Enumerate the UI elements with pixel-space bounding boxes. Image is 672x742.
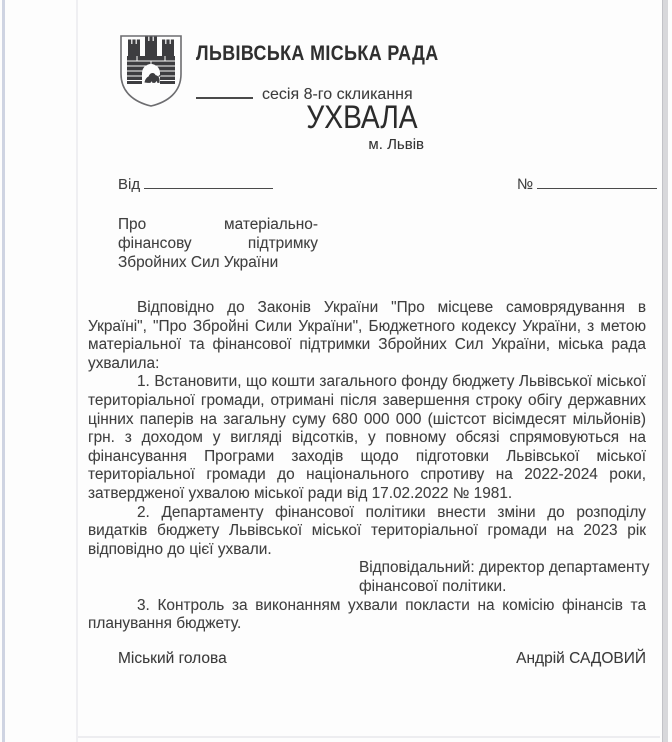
- scan-left-edge: [2, 0, 5, 742]
- date-line: [118, 176, 273, 193]
- lviv-coat-of-arms-icon: [116, 32, 186, 115]
- document-title-block: [296, 100, 428, 153]
- subject-paragraph: Про матеріально-фінансову підтримку Збройних Сил України: [118, 216, 318, 271]
- decree-item-3: 3. Контроль за виконанням ухвали покласти на комісію фінансів та планування бюджету.: [88, 596, 646, 633]
- decree-item-1: 1. Встановити, що кошти загального фонду бюджету Львівської міської територіальної громади, отримані після завершення строку обігу державних цінних паперів на загальну суму 680 000 000 (шістсот вісімдесят мільйонів) грн. з доходом у вигляді відсотків, у повному обсязі спрямовуються на фінансування Програми заходів щодо підготовки Львівської міської територіальної громади до національного спротиву на 2022-2024 роки, затвердженої ухвалою міської ради від 17.02.2022 № 1981.: [88, 373, 646, 502]
- decree-item-2: 2. Департаменту фінансової політики внести зміни до розподілу видатків бюджету Львівської міської територіальної громади на 2023 рік відповідно до цієї ухвали.: [88, 503, 646, 558]
- intro-paragraph: Відповідно до Законів України "Про місцеве самоврядування в Україні", "Про Збройні Сили України", Бюджетного кодексу України, з метою матеріальної та фінансової підтримки Збройних Сил України, міська рада ухвалила:: [88, 299, 646, 372]
- page-left-seam: [76, 0, 78, 742]
- signature-position: Міський голова: [118, 650, 227, 667]
- organization-name: ЛЬВІВСЬКА МІСЬКА РАДА: [196, 42, 439, 65]
- responsible-note: [359, 559, 650, 596]
- place-line: м. Львів: [368, 136, 424, 153]
- responsible-note-line2: фінансової політики.: [359, 577, 507, 595]
- number-label: №: [517, 176, 534, 193]
- date-label: Від: [118, 176, 141, 193]
- responsible-note-line1: Відповідальний: директор департаменту: [359, 559, 650, 577]
- page-right-edge: [662, 0, 668, 742]
- number-blank: [537, 176, 657, 189]
- doc-type-title: УХВАЛА: [306, 99, 418, 135]
- date-blank: [144, 176, 273, 189]
- page-bottom-edge: [78, 736, 660, 738]
- session-suffix-label: сесія 8-го скликання: [262, 86, 413, 103]
- signature-name: Андрій САДОВИЙ: [516, 650, 646, 667]
- number-line: [517, 176, 657, 193]
- session-number-blank: [196, 84, 253, 99]
- signature-row: [88, 650, 646, 668]
- decree-body: [88, 299, 650, 634]
